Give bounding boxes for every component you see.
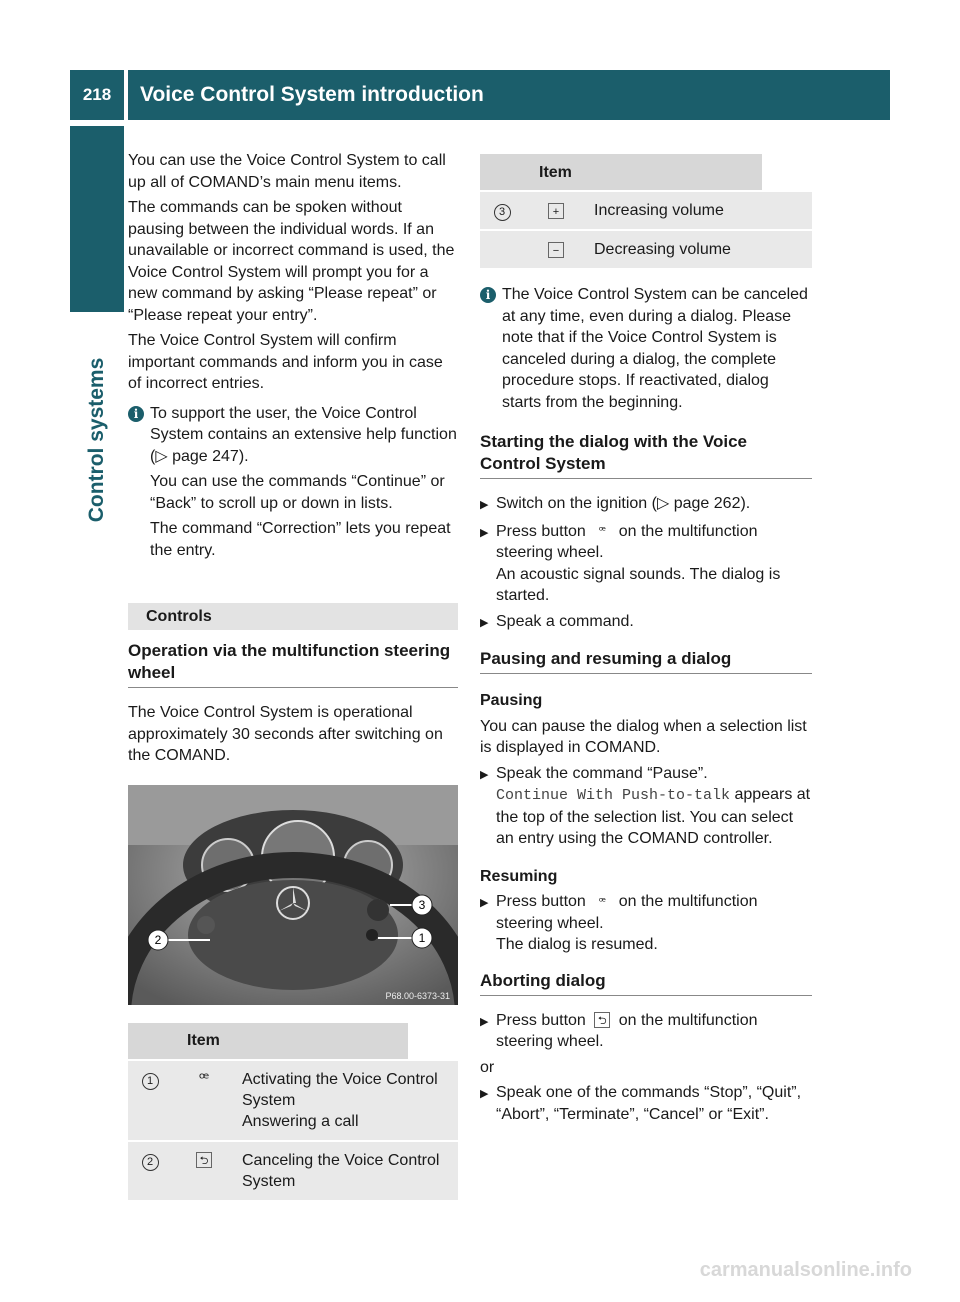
pausing-paragraph: You can pause the dialog when a selection list is displayed in COMAND. xyxy=(480,717,807,756)
step xyxy=(480,763,812,850)
step xyxy=(480,611,812,635)
step-text: Speak the command “Pause”. xyxy=(496,764,708,782)
table-row xyxy=(128,1141,458,1201)
info-icon: i xyxy=(128,406,144,422)
step-marker-icon: ▶ xyxy=(480,526,489,539)
items-table-left xyxy=(128,1023,458,1202)
step-text: An acoustic signal sounds. The dialog is started. xyxy=(496,565,781,604)
step-text: Switch on the ignition (▷ page 262). xyxy=(496,495,751,512)
talk-button-icon: ꟹ xyxy=(598,895,606,908)
page-title: Voice Control System introduction xyxy=(128,70,890,120)
step xyxy=(480,521,812,607)
step xyxy=(480,1082,812,1125)
right-column xyxy=(480,154,812,1129)
step-text: Press button xyxy=(496,1011,586,1029)
item-description: Increasing volume xyxy=(588,191,812,230)
operation-heading: Operation via the multifunction steering wheel xyxy=(128,640,458,688)
step-text: appears at the top of the selection list. You can select an entry using the COMAND controller. xyxy=(496,786,811,847)
talk-button-icon: ꟹ xyxy=(598,525,606,538)
items-table-right xyxy=(480,154,812,270)
item-number: 2 xyxy=(142,1154,159,1171)
starting-heading: Starting the dialog with the Voice Control System xyxy=(480,431,812,479)
callout-3: 3 xyxy=(418,897,426,912)
item-description: Decreasing volume xyxy=(588,230,812,269)
table-row xyxy=(480,230,812,269)
step-text: The dialog is resumed. xyxy=(496,936,658,953)
back-button-icon: ⮌ xyxy=(196,1152,212,1168)
step-marker-icon: ▶ xyxy=(480,1015,489,1028)
talk-button-icon: ꟹ xyxy=(198,1070,210,1088)
info-icon: i xyxy=(480,287,496,303)
intro-paragraph: You can use the Voice Control System to call up all of COMAND’s main menu items. xyxy=(128,152,446,191)
item-number: 3 xyxy=(494,204,511,221)
callout-2: 2 xyxy=(154,932,162,947)
step-text: Speak one of the commands “Stop”, “Quit”, “Abort”, “Terminate”, “Cancel” or “Exit”. xyxy=(496,1084,802,1123)
table-header: Item xyxy=(186,1023,408,1060)
aborting-heading: Aborting dialog xyxy=(480,970,812,996)
info-text: You can use the commands “Continue” or “Back” to scroll up or down in lists. xyxy=(150,473,445,512)
page-number: 218 xyxy=(70,70,124,120)
info-text: The Voice Control System can be canceled at any time, even during a dialog. Please note that if the Voice Control System is canceled during a dialog, the complete procedure stops. If reactivated, dialog starts from the beginning. xyxy=(502,286,808,411)
display-text: Continue With Push-to-talk xyxy=(496,787,731,804)
left-column xyxy=(128,150,458,1202)
or-text: or xyxy=(480,1058,495,1076)
info-note xyxy=(128,403,458,566)
step-marker-icon: ▶ xyxy=(480,1088,489,1100)
table-row xyxy=(128,1060,458,1141)
info-text: The command “Correction” lets you repeat the entry. xyxy=(150,520,451,559)
step-text: on the multifunction steering wheel. xyxy=(496,522,758,561)
watermark: carmanualsonline.info xyxy=(699,1259,912,1281)
resuming-subheading: Resuming xyxy=(480,867,558,885)
info-note xyxy=(480,284,812,417)
volume-down-icon: − xyxy=(548,242,564,258)
operation-paragraph: The Voice Control System is operational approximately 30 seconds after switching on the COMAND. xyxy=(128,704,443,764)
item-description: Canceling the Voice Control System xyxy=(242,1151,440,1190)
side-tab xyxy=(70,126,124,312)
step xyxy=(480,891,812,956)
table-row xyxy=(480,191,812,230)
step-marker-icon: ▶ xyxy=(480,768,489,781)
section-bar-controls: Controls xyxy=(128,603,458,630)
back-button-icon: ⮌ xyxy=(594,1012,610,1028)
step-text: on the multifunction steering wheel. xyxy=(496,893,758,932)
step-marker-icon: ▶ xyxy=(480,499,489,511)
pausing-subheading: Pausing xyxy=(480,692,543,709)
photo-code: P68.00-6373-31 xyxy=(385,990,450,1001)
step-text: Press button xyxy=(496,893,586,910)
step xyxy=(480,493,812,517)
callout-1: 1 xyxy=(418,930,426,945)
table-header: Item xyxy=(538,154,762,191)
intro-paragraph: The commands can be spoken without pausing between the individual words. If an unavailable or incorrect command is used, the Voice Control System will prompt you for a new command by asking “Please repeat” or “Please repeat your entry”. xyxy=(128,199,455,324)
steering-wheel-photo xyxy=(128,785,458,1005)
step-marker-icon: ▶ xyxy=(480,897,489,909)
step-text: on the multifunction steering wheel. xyxy=(496,1011,758,1050)
info-text: To support the user, the Voice Control System contains an extensive help function (▷ page 247). xyxy=(150,404,457,465)
step-text: Speak a command. xyxy=(496,612,634,630)
step-text: Press button xyxy=(496,522,586,540)
item-description: Answering a call xyxy=(242,1112,359,1130)
item-description: Activating the Voice Control System xyxy=(242,1070,438,1109)
volume-up-icon: + xyxy=(548,203,564,219)
item-number: 1 xyxy=(142,1073,159,1090)
pausing-heading: Pausing and resuming a dialog xyxy=(480,648,812,674)
intro-paragraph: The Voice Control System will confirm important commands and inform you in case of incorrect entries. xyxy=(128,332,443,392)
step xyxy=(480,1010,812,1053)
step-marker-icon: ▶ xyxy=(480,616,489,629)
